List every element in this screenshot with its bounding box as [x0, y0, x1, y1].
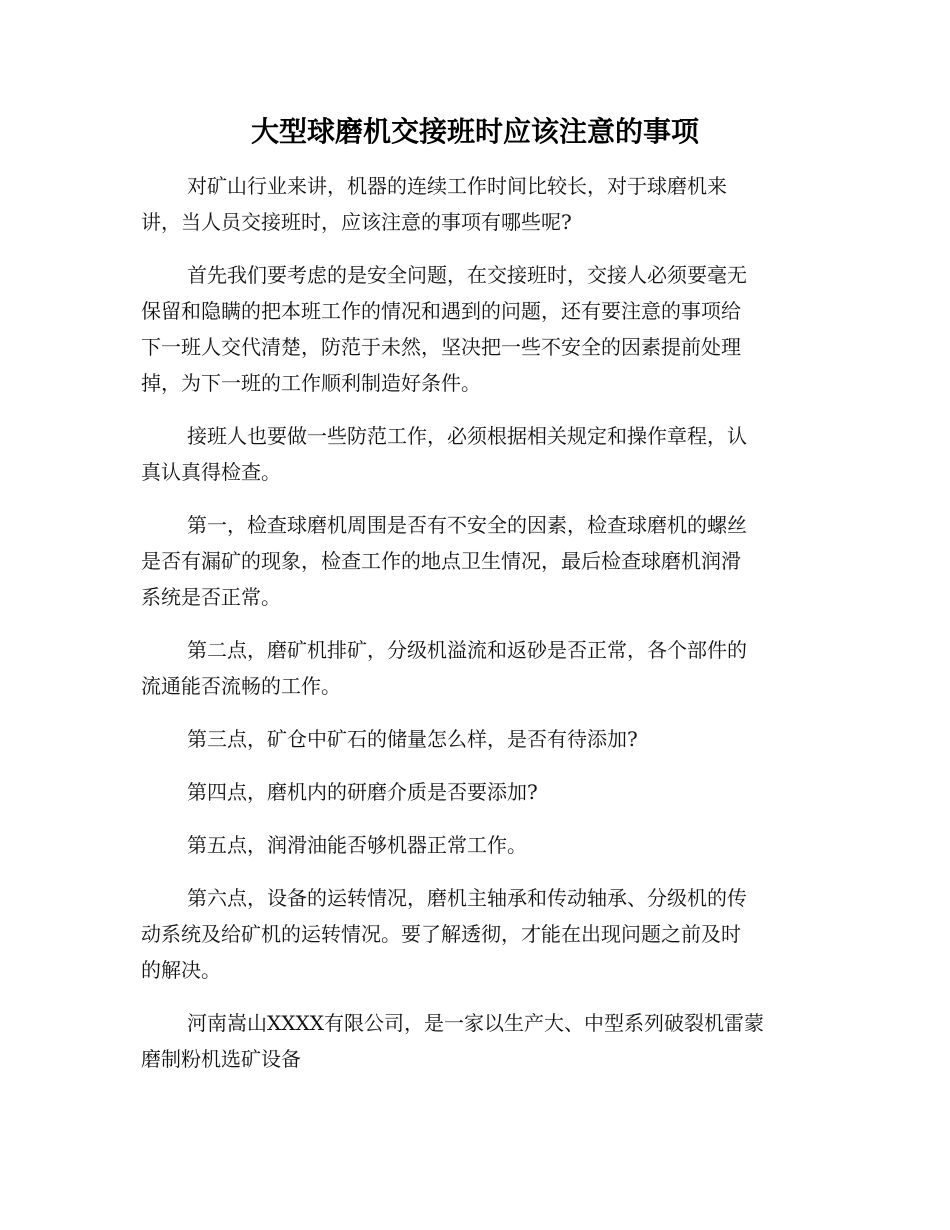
paragraph-line: 第四点，磨机内的研磨介质是否要添加? — [187, 780, 538, 804]
document-body — [141, 168, 811, 1094]
paragraph-safety — [141, 257, 811, 401]
paragraph-line: 掉，为下一班的工作顺利制造好条件。 — [141, 371, 481, 395]
paragraph-intro — [141, 168, 811, 240]
paragraph-line: 系统是否正常。 — [141, 585, 281, 609]
paragraph-line: 动系统及给矿机的运转情况。要了解透彻，才能在出现问题之前及时 — [141, 922, 741, 946]
paragraph-line: 第一，检查球磨机周围是否有不安全的因素，检查球磨机的螺丝 — [187, 513, 747, 537]
paragraph-line: 真认真得检查。 — [141, 460, 281, 484]
paragraph-line: 第五点，润滑油能否够机器正常工作。 — [187, 833, 527, 857]
paragraph-line: 对矿山行业来讲，机器的连续工作时间比较长，对于球磨机来 — [187, 174, 727, 198]
paragraph-line: 是否有漏矿的现象，检查工作的地点卫生情况，最后检查球磨机润滑 — [141, 549, 741, 573]
paragraph-point-4 — [141, 774, 811, 810]
document-title: 大型球磨机交接班时应该注意的事项 — [250, 115, 699, 148]
paragraph-line: 保留和隐瞒的把本班工作的情况和遇到的问题，还有要注意的事项给 — [141, 299, 741, 323]
paragraph-point-5 — [141, 827, 811, 863]
paragraph-line: 河南嵩山XXXX有限公司，是一家以生产大、中型系列破裂机雷蒙 — [187, 1011, 764, 1035]
paragraph-line: 流通能否流畅的工作。 — [141, 674, 341, 698]
paragraph-successor — [141, 418, 811, 490]
paragraph-line: 第二点，磨矿机排矿，分级机溢流和返砂是否正常，各个部件的 — [187, 638, 747, 662]
paragraph-line: 第六点，设备的运转情况，磨机主轴承和传动轴承、分级机的传 — [187, 886, 747, 910]
paragraph-line: 接班人也要做一些防范工作，必须根据相关规定和操作章程，认 — [187, 424, 747, 448]
paragraph-point-3 — [141, 721, 811, 757]
paragraph-line: 讲，当人员交接班时，应该注意的事项有哪些呢? — [141, 210, 572, 234]
paragraph-company — [141, 1005, 811, 1077]
paragraph-line: 第三点，矿仓中矿石的储量怎么样，是否有待添加? — [187, 727, 638, 751]
paragraph-point-2 — [141, 632, 811, 704]
paragraph-line: 首先我们要考虑的是安全问题，在交接班时，交接人必须要毫无 — [187, 263, 747, 287]
paragraph-point-6 — [141, 880, 811, 988]
paragraph-line: 磨制粉机选矿设备 — [141, 1047, 301, 1071]
paragraph-line: 的解决。 — [141, 958, 221, 982]
paragraph-line: 下一班人交代清楚，防范于未然，坚决把一些不安全的因素提前处理 — [141, 335, 741, 359]
paragraph-point-1 — [141, 507, 811, 615]
